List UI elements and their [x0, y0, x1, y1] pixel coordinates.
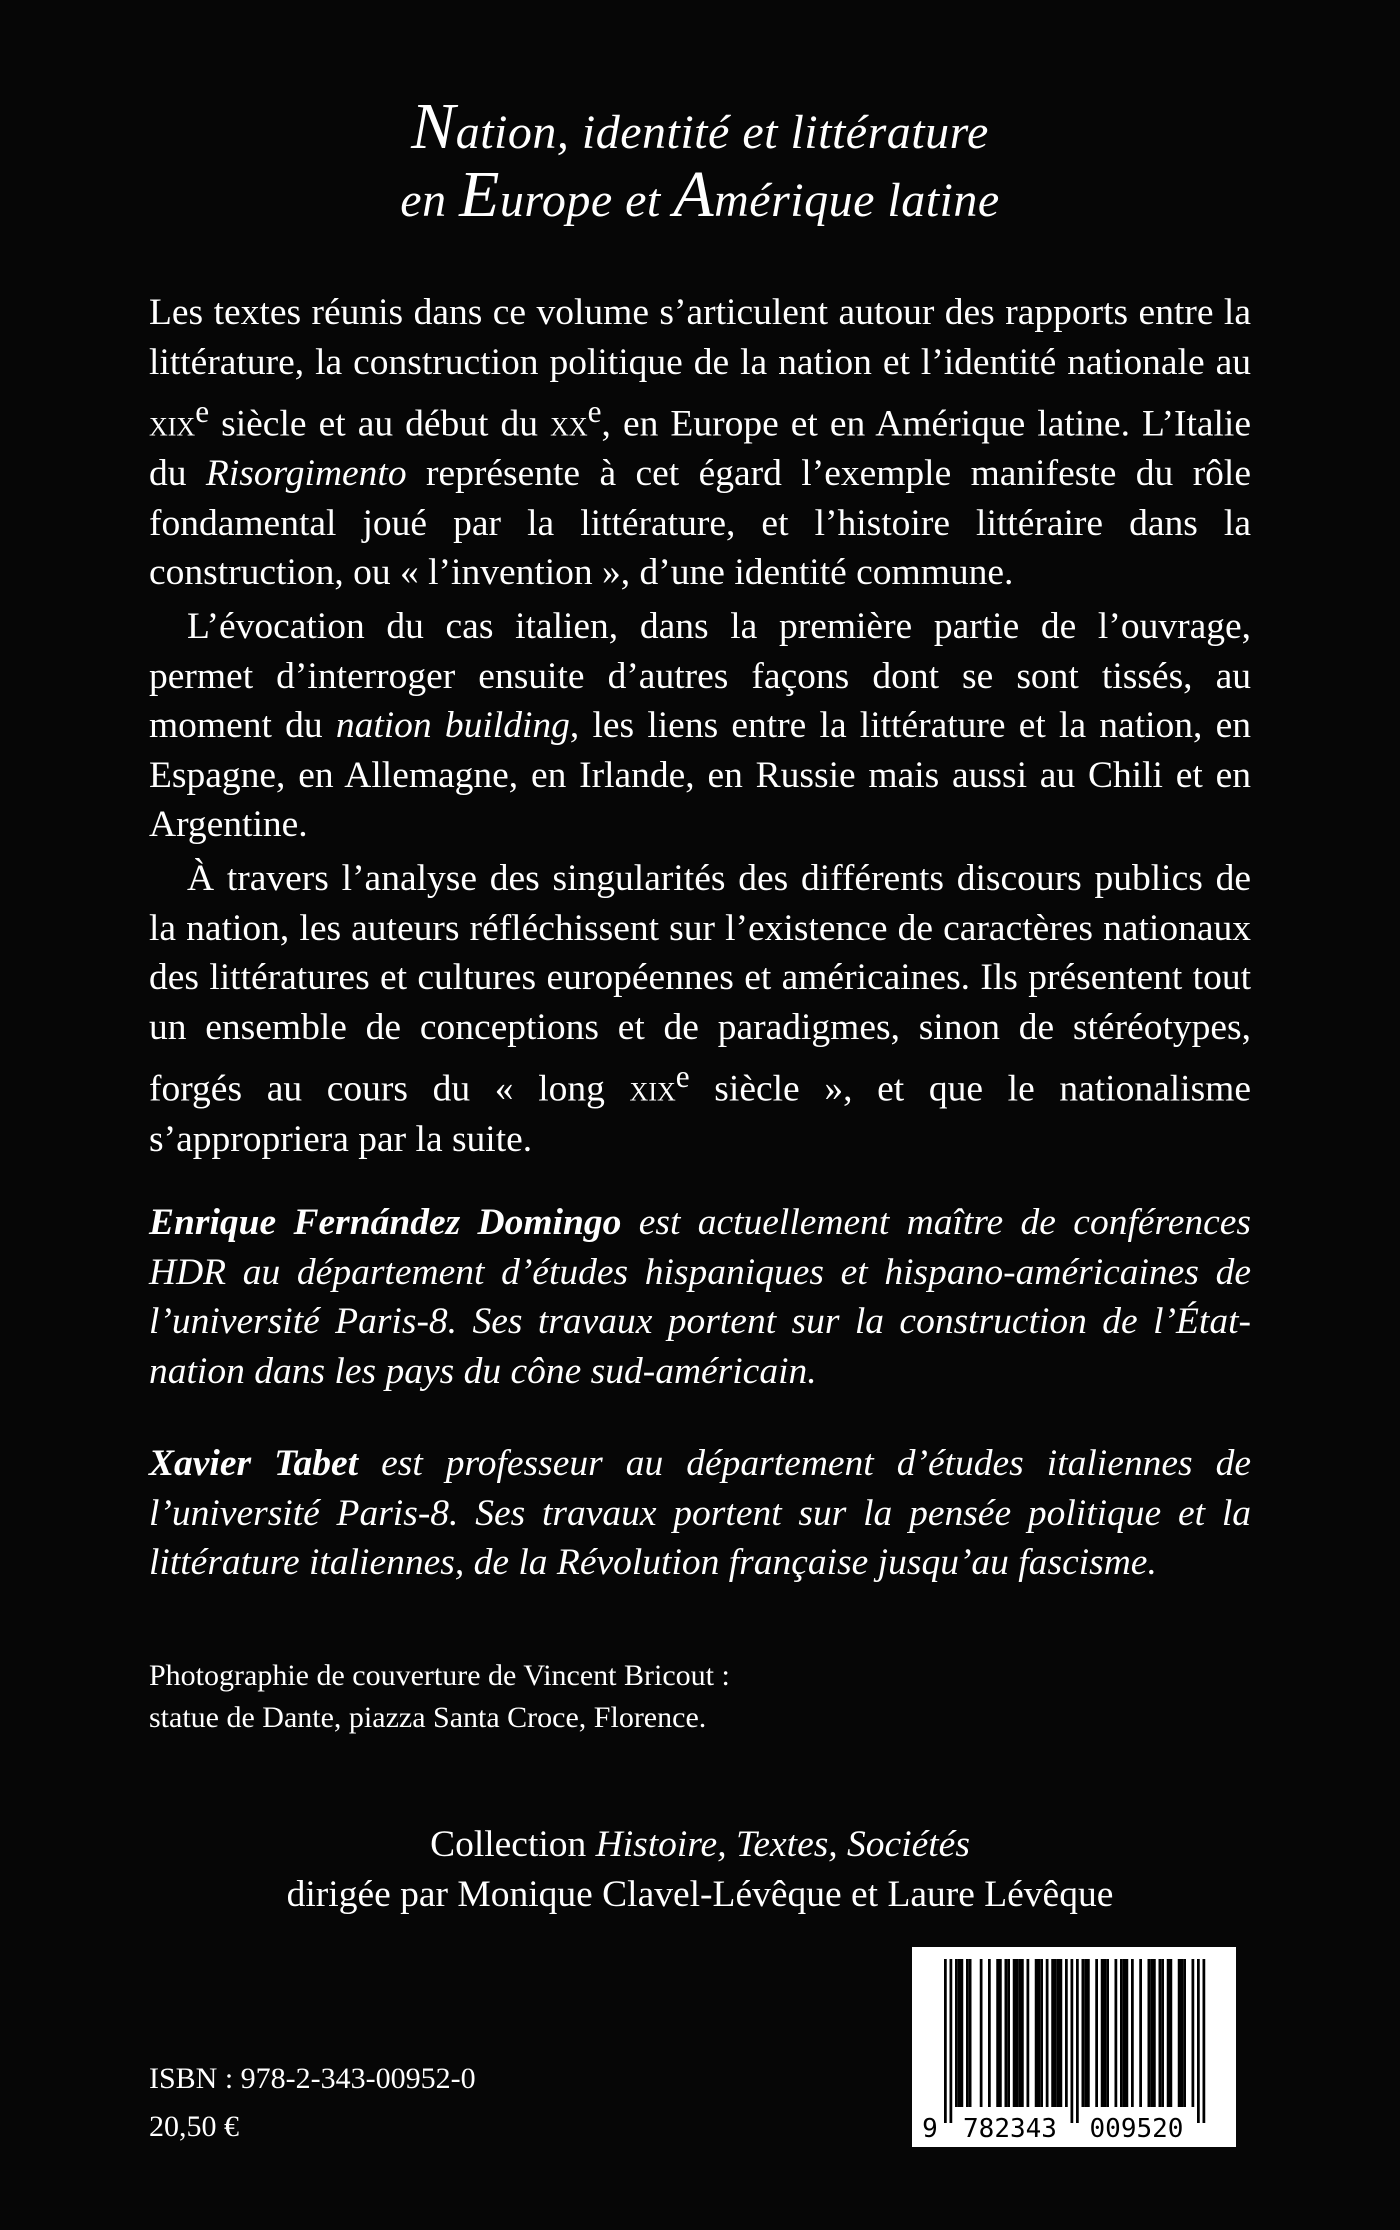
blurb-paragraph-1: Les textes réunis dans ce volume s’articulent autour des rapports entre la littérature, la construction politique de la nation et l’identité nationale au xix$^e$ siècle et au début du $xx^e$, en Europe et en Amérique latine. L’Italie du Risorgimento représente à cet égard l’exemple manifeste du rôle fondamental joué par la littérature, et l’histoire littéraire dans la construction, ou « l’invention », d’une identité commune. [149, 292, 1251, 594]
barcode-bar [1178, 1959, 1181, 2107]
barcode-bar [1021, 1959, 1024, 2107]
barcode-bar [1018, 1959, 1021, 2107]
barcode-bar [1203, 1959, 1206, 2123]
barcode-bar [1120, 1959, 1123, 2107]
barcode-digits: 9 [922, 2114, 938, 2144]
barcode-bar [1051, 1959, 1054, 2107]
barcode-bar [1095, 1959, 1098, 2107]
barcode-bar [1082, 1959, 1085, 2107]
title-line-2: en Europe et Amérique latine [400, 158, 1000, 231]
collection-name: Histoire, Textes, Sociétés [595, 1824, 970, 1865]
barcode-bar [950, 1959, 953, 2123]
barcode-bar [1115, 1959, 1118, 2107]
barcode-bar [1065, 1959, 1068, 2107]
barcode-bar [1040, 1959, 1043, 2107]
barcode [912, 1947, 1236, 2147]
barcode-bar [966, 1959, 969, 2107]
barcode-bar [1197, 1959, 1200, 2123]
barcode-bar [1007, 1959, 1010, 2107]
barcode-bar [1106, 1959, 1109, 2107]
barcode-bar [1192, 1959, 1195, 2107]
barcode-bar [1153, 1959, 1156, 2107]
barcode-bar [1104, 1959, 1107, 2107]
barcode-bar [1170, 1959, 1173, 2107]
barcode-bar [1038, 1959, 1041, 2107]
book-title [0, 90, 1400, 232]
blurb [149, 288, 1251, 1164]
title-line-1: Nation, identité et littérature [411, 90, 989, 163]
barcode-bar [955, 1959, 958, 2107]
isbn-price [149, 2055, 476, 2151]
barcode-bar [1016, 1959, 1019, 2107]
barcode-bar [1161, 1959, 1164, 2107]
barcode-bar [1027, 1959, 1030, 2107]
barcode-bar [1148, 1959, 1151, 2107]
barcode-bar [958, 1959, 961, 2107]
blurb-paragraph-2: L’évocation du cas italien, dans la première partie de l’ouvrage, permet d’interroger ensuite d’autres façons dont se sont tissés, au moment du nation building, les liens entre la littérature et la nation, en Espagne, en Allemagne, en Irlande, en Russie mais aussi au Chili et en Argentine. [149, 606, 1252, 846]
barcode-digits: 782343 [963, 2114, 1057, 2144]
isbn-label: ISBN : 978-2-343-00952-0 [149, 2062, 476, 2095]
barcode-bar [1005, 1959, 1008, 2107]
barcode-bar [1013, 1959, 1016, 2107]
blurb-paragraph-3: À travers l’analyse des singularités des différents discours publics de la nation, les auteurs réfléchissent sur l’existence de caractères nationaux des littératures et cultures européennes et américaines. Ils présentent tout un ensemble de conceptions et de paradigmes, sinon de stéréotypes, forgés au cours du « long xix$^e$ siècle », et que le nationalisme s’appropriera par la suite. [149, 858, 1251, 1160]
barcode-bar [980, 1959, 983, 2107]
barcode-bar [1139, 1959, 1142, 2107]
barcode-bar [961, 1959, 964, 2107]
collection-info: Collection Histoire, Textes, Sociétés dirigée par Monique Clavel-Lévêque et Laure Lévêque [286, 1824, 1114, 1915]
barcode-bar [1181, 1959, 1184, 2107]
barcode-bar [988, 1959, 991, 2107]
barcode-digits: 009520 [1089, 2114, 1184, 2144]
barcode-bar [1076, 1959, 1079, 2123]
barcode-bar [1060, 1959, 1063, 2107]
barcode-bar [1123, 1959, 1126, 2107]
barcode-graphic [912, 1947, 1236, 2147]
barcode-bar [969, 1959, 972, 2107]
barcode-bar [1150, 1959, 1153, 2107]
barcode-bar [999, 1959, 1002, 2107]
barcode-bar [1159, 1959, 1162, 2107]
barcode-bar [1046, 1959, 1049, 2107]
barcode-bar [1101, 1959, 1104, 2107]
barcode-bar [1087, 1959, 1090, 2107]
author-bio-1: Enrique Fernández Domingo est actuellement maître de conférences HDR au département d’études hispaniques et hispano-américaines de l’université Paris-8. Ses travaux portent sur la construction de l’État-nation dans les pays du cône sud-américain. [149, 1202, 1251, 1392]
barcode-bar [1071, 1959, 1074, 2123]
author-name: Enrique Fernández Domingo [149, 1202, 622, 1243]
author-name: Xavier Tabet [149, 1443, 359, 1484]
barcode-bar [1183, 1959, 1186, 2107]
barcode-bar [1131, 1959, 1134, 2107]
price-label: 20,50 € [149, 2110, 239, 2143]
barcode-bar [1084, 1959, 1087, 2107]
barcode-bar [1167, 1959, 1170, 2107]
barcode-bar [1054, 1959, 1057, 2107]
barcode-bar [1057, 1959, 1060, 2107]
barcode-bar [1035, 1959, 1038, 2107]
photo-credit: Photographie de couverture de Vincent Bricout : statue de Dante, piazza Santa Croce, Florence. [149, 1659, 730, 1734]
barcode-bar [1126, 1959, 1129, 2107]
author-bio-2: Xavier Tabet est professeur au département d’études italiennes de l’université Paris-8. Ses travaux portent sur la pensée politique et la littérature italiennes, de la Révolution française jusqu’au fascisme. [149, 1443, 1251, 1584]
barcode-bar [996, 1959, 999, 2107]
barcode-bar [944, 1959, 947, 2123]
